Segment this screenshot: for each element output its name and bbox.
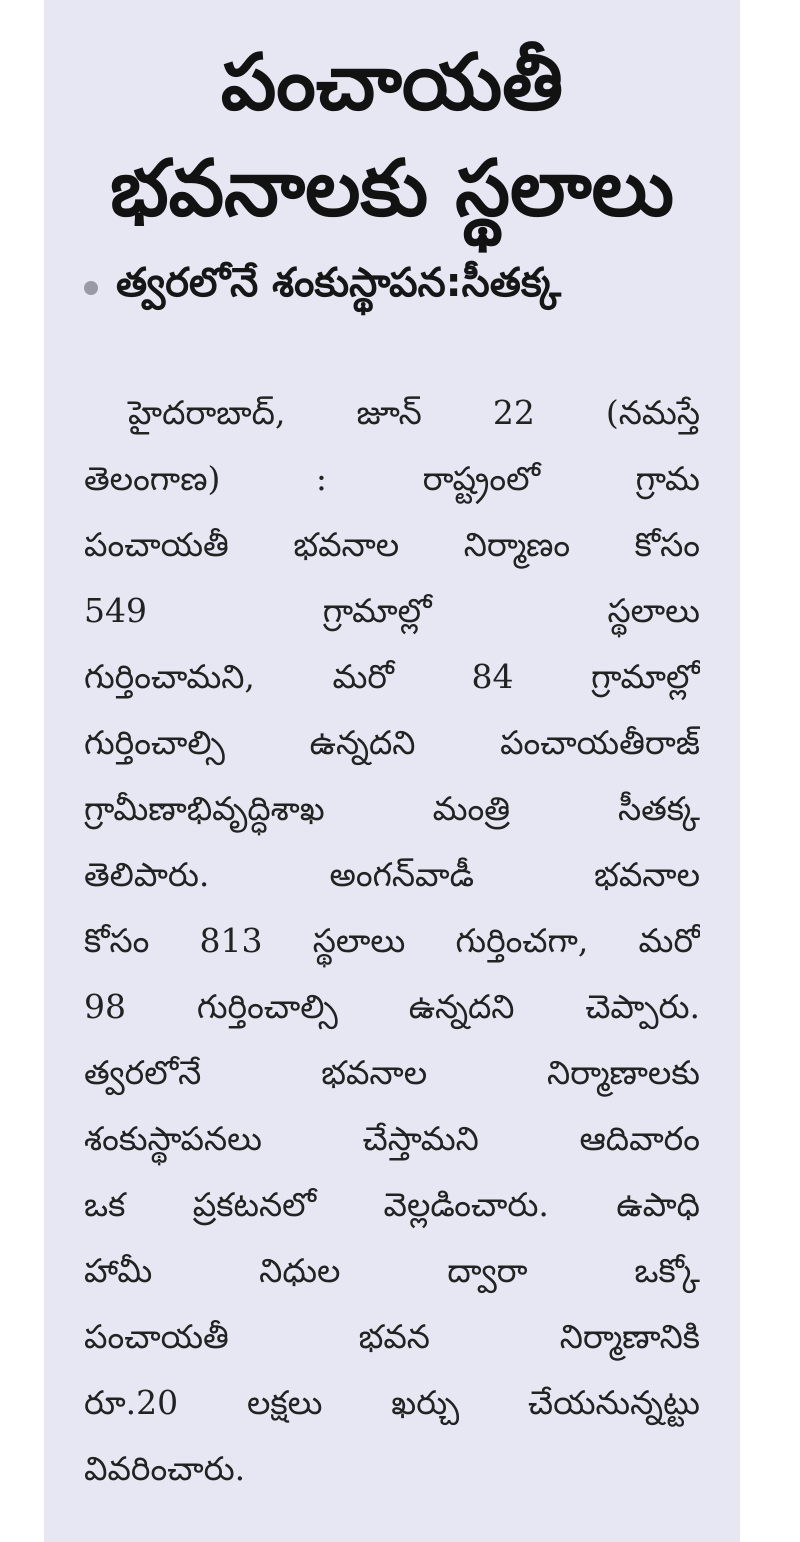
body-line [84,644,700,710]
body-line [84,1106,700,1172]
body-word: కోసం [84,921,150,960]
body-word: 84 [471,657,514,696]
body-word: రాష్ట్రంలో [422,459,541,498]
body-word: ఒక్కో [634,1251,700,1290]
subheading-text: త్వరలోనే శంకుస్థాపన:సీతక్క [116,260,562,306]
body-word: సీతక్క [617,789,700,828]
body-word: గుర్తించగా, [455,921,589,960]
body-word: నిర్మాణం [463,525,571,564]
body-line [84,1238,700,1304]
body-line [84,446,700,512]
body-word: భవనాల [594,855,700,894]
body-word: చెప్పారు. [585,987,700,1026]
body-word: మరో [638,921,700,960]
body-word: 813 [199,921,263,960]
body-word: గుర్తించామని, [84,657,255,696]
body-word: వెల్లడించారు. [383,1185,549,1224]
body-word: తెలంగాణ) [84,459,221,498]
body-word: పంచాయతీ [84,1317,229,1356]
body-line [84,908,700,974]
body-line [84,512,700,578]
body-word: కోసం [634,525,700,564]
body-word: జూన్ [356,393,422,432]
body-word: లక్షలు [246,1383,323,1422]
body-word: ప్రకటనలో [192,1185,317,1224]
body-word: స్థలాలు [607,591,700,630]
body-word: ఉన్నదని [309,723,416,762]
body-word: 98 [84,987,126,1026]
body-word: గుర్తించాల్సి [84,723,225,762]
body-word: 549 [84,591,147,630]
body-line [84,1304,700,1370]
body-word: మరో [332,657,394,696]
body-word: గ్రామ [635,459,700,498]
body-word: ఖర్చు [391,1383,460,1422]
body-word: నిర్మాణానికి [559,1317,700,1356]
body-word: స్థలాలు [312,921,406,960]
body-word: ఉన్నదని [408,987,515,1026]
body-word: ఉపాధి [616,1185,700,1224]
body-line [84,710,700,776]
bullet-icon [84,281,98,295]
subheading [84,256,710,320]
body-line [84,1040,700,1106]
body-word: గ్రామాల్లో [591,657,700,696]
body-word: ఒక [84,1185,126,1224]
body-word: భవనాల [293,525,400,564]
body-word: గ్రామీణాభివృద్ధిశాఖ [84,789,325,828]
headline-line-1: పంచాయతీ [220,38,564,128]
body-word: చేయనున్నట్టు [528,1383,700,1422]
body-line [84,1172,700,1238]
article-body [84,380,700,1502]
body-word: భవనాల [321,1053,428,1092]
headline-line-2: భవనాలకు స్థలాలు [110,144,674,234]
body-word: గుర్తించాల్సి [196,987,338,1026]
body-line [84,1370,700,1436]
body-line [84,776,700,842]
body-word: పంచాయతీరాజ్ [500,723,700,762]
body-word: శంకుస్థాపనలు [84,1119,262,1158]
newspaper-clipping [44,0,740,1542]
body-word: గ్రామాల్లో [322,591,432,630]
body-word: నిధుల [259,1251,341,1290]
body-line [84,578,700,644]
body-word: నిర్మాణాలకు [547,1053,700,1092]
body-word: హైదరాబాద్, [128,393,286,432]
body-word: హామీ [84,1251,153,1290]
body-line [84,380,700,446]
body-word: రూ.20 [84,1383,179,1422]
body-word: అంగన్‌వాడీ [329,855,474,894]
body-word: ఆదివారం [579,1119,700,1158]
body-word: (నమస్తే [605,393,700,432]
body-line [84,1436,700,1502]
body-word: మంత్రి [432,789,511,828]
body-word: 22 [492,393,535,432]
body-word: వివరించారు. [84,1449,246,1488]
body-word: తెలిపారు. [84,855,210,894]
body-line [84,842,700,908]
body-word: భవన [358,1317,430,1356]
body-word: ద్వారా [447,1251,528,1290]
body-line [84,974,700,1040]
body-word: పంచాయతీ [84,525,229,564]
body-word: చేస్తామని [362,1119,479,1158]
body-word: త్వరలోనే [84,1053,202,1092]
body-word: : [315,459,328,498]
